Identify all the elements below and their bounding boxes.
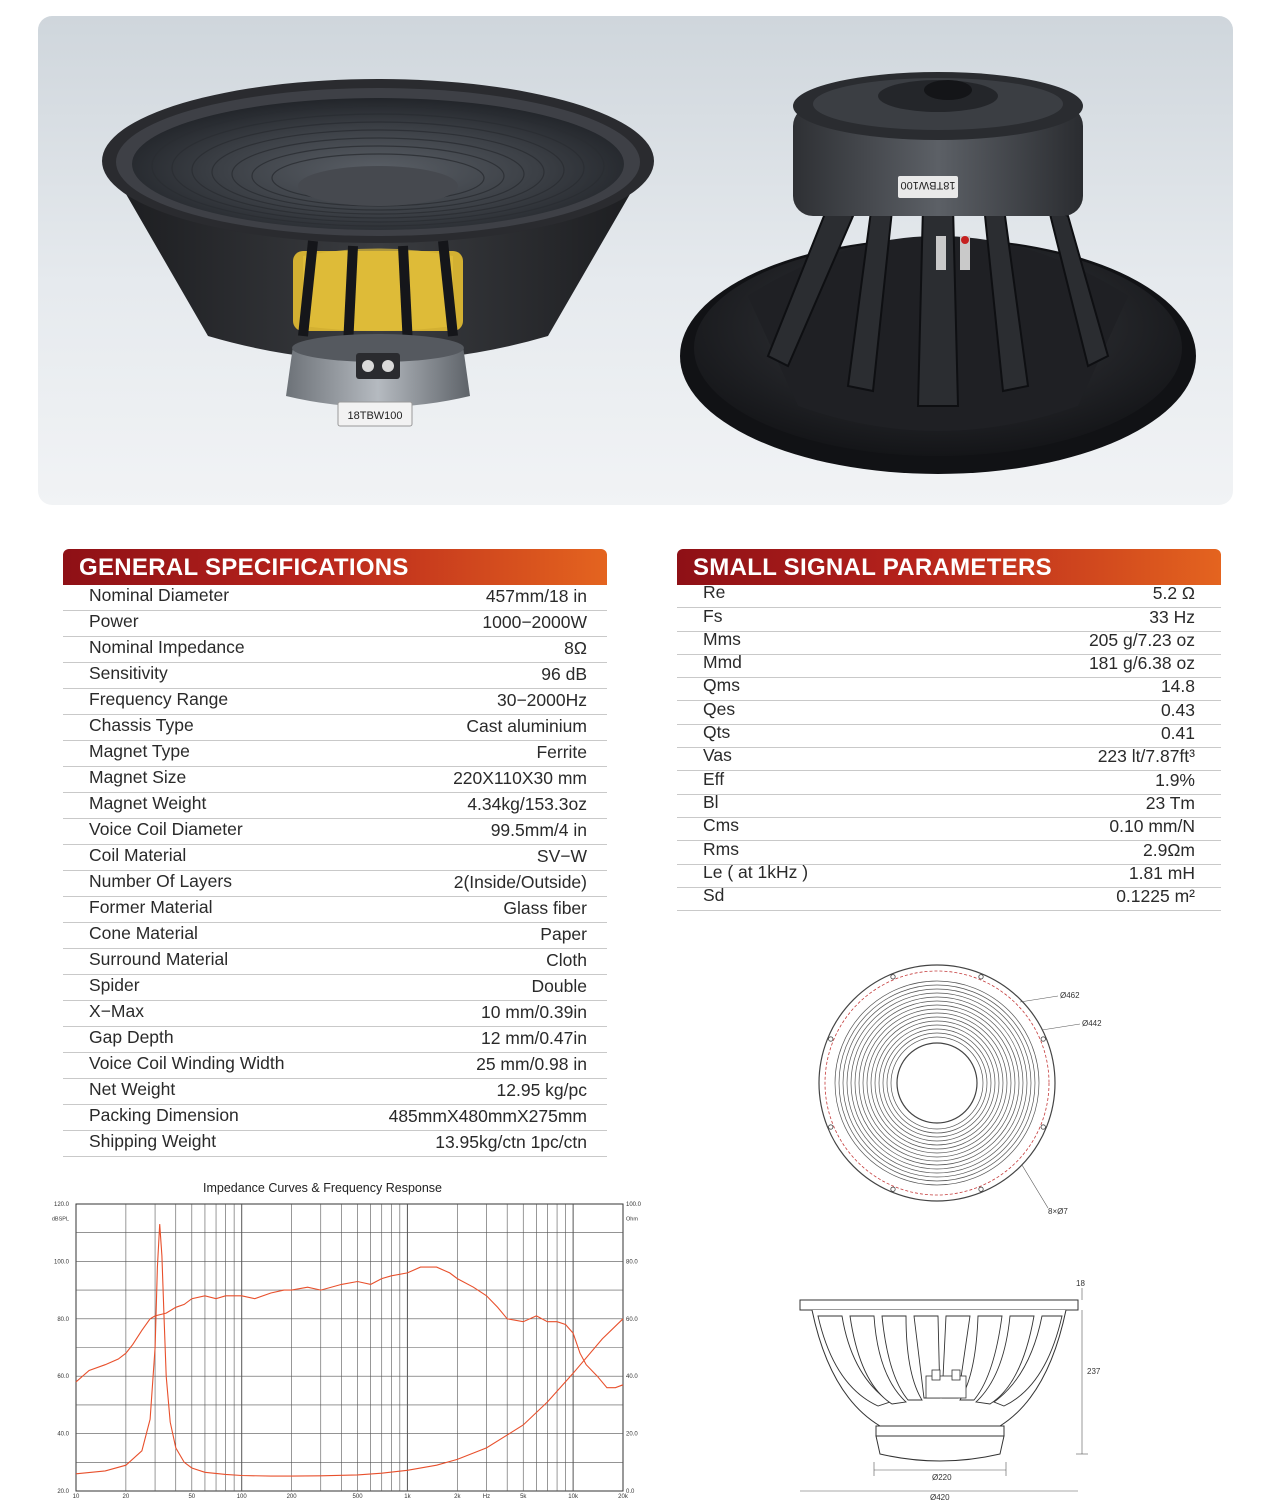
spec-label: Mms [703, 628, 741, 649]
spec-value: 12.95 kg/pc [496, 1080, 587, 1100]
dimension-magnet-diameter: Ø220 [932, 1473, 952, 1482]
spec-row [63, 663, 607, 689]
spec-row [63, 689, 607, 715]
spec-label: Voice Coil Diameter [89, 819, 243, 839]
spec-value: 96 dB [541, 664, 587, 684]
spec-row [63, 871, 607, 897]
spec-label: Power [89, 611, 139, 631]
spec-value: Glass fiber [503, 898, 587, 918]
y-left-tick-label: 20.0 [57, 1489, 69, 1495]
spec-label: Qms [703, 675, 740, 696]
mounting-hole [1041, 1037, 1045, 1041]
spec-value: 205 g/7.23 oz [1088, 629, 1195, 650]
spec-value: 223 lt/7.87ft³ [1097, 746, 1195, 767]
spec-value: 1.81 mH [1128, 862, 1195, 883]
dimension-outer-diameter: Ø462 [1060, 991, 1080, 1000]
spec-value: 0.10 mm/N [1109, 816, 1195, 837]
x-tick-label: 500 [352, 1494, 363, 1500]
y-left-tick-label: 40.0 [57, 1431, 69, 1438]
spec-value: 2.9Ωm [1143, 839, 1195, 860]
mounting-hole [979, 1187, 983, 1191]
product-photo-panel [38, 16, 1233, 505]
spec-label: X−Max [89, 1001, 144, 1021]
spec-label: Bl [703, 791, 719, 812]
spec-row [63, 819, 607, 845]
spec-row [63, 1079, 607, 1105]
spec-value: 0.1225 m² [1116, 886, 1195, 907]
chart-title: Impedance Curves & Frequency Response [203, 1181, 443, 1195]
spec-row [677, 815, 1221, 841]
general-specifications-header [63, 549, 607, 585]
technical-drawing-front [790, 960, 1130, 1220]
spec-row [63, 715, 607, 741]
spec-label: Shipping Weight [89, 1131, 217, 1151]
spec-value: 485mmX480mmX275mm [388, 1106, 587, 1126]
mounting-hole [979, 975, 983, 979]
small-signal-parameters-header [677, 549, 1221, 585]
general-specifications-title: GENERAL SPECIFICATIONS [79, 554, 409, 581]
spec-value: 220X110X30 mm [453, 768, 587, 788]
mounting-hole [1041, 1125, 1045, 1129]
y-left-unit: dBSPL [51, 1216, 69, 1223]
spec-row [63, 923, 607, 949]
spec-row [63, 949, 607, 975]
y-right-tick-label: 0.0 [626, 1489, 635, 1495]
impedance-frequency-chart [40, 1196, 650, 1500]
spec-label: Packing Dimension [89, 1105, 239, 1125]
spec-label: Former Material [89, 897, 213, 917]
mounting-hole [829, 1037, 833, 1041]
spec-row [63, 1105, 607, 1131]
spec-row [63, 1131, 607, 1157]
spec-label: Rms [703, 838, 739, 859]
spec-label: Re [703, 582, 726, 603]
spec-label: Coil Material [89, 845, 187, 865]
spec-row [63, 793, 607, 819]
spec-row [63, 741, 607, 767]
small-signal-parameters-title: SMALL SIGNAL PARAMETERS [693, 554, 1052, 581]
spec-label: Cms [703, 815, 739, 836]
spec-label: Frequency Range [89, 689, 229, 709]
spec-row [677, 652, 1221, 678]
dimension-inner-diameter: Ø442 [1082, 1019, 1102, 1028]
spec-row [677, 582, 1221, 608]
spec-value: 10 mm/0.39in [480, 1002, 587, 1022]
spec-value: 30−2000Hz [496, 690, 587, 710]
spec-value: 33 Hz [1149, 606, 1195, 627]
spec-label: Net Weight [89, 1079, 176, 1099]
spec-label: Voice Coil Winding Width [89, 1053, 285, 1073]
spec-value: 8Ω [564, 638, 587, 658]
spec-value: 1.9% [1155, 769, 1195, 790]
spec-label: Sensitivity [89, 663, 168, 683]
spec-value: 0.43 [1160, 699, 1195, 720]
x-tick-label: 5k [520, 1494, 527, 1500]
spec-label: Magnet Weight [89, 793, 207, 813]
spec-row [677, 885, 1221, 911]
spec-value: 25 mm/0.98 in [476, 1054, 587, 1074]
y-right-unit: Ohm [626, 1216, 638, 1223]
product-label-right: 18TBW100 [900, 179, 956, 191]
technical-drawing-side [790, 1276, 1130, 1500]
y-left-tick-label: 80.0 [57, 1316, 69, 1323]
spec-row [677, 675, 1221, 701]
dimension-base-diameter: Ø420 [930, 1493, 950, 1500]
spec-value: Cast aluminium [466, 716, 587, 736]
spec-row [63, 1053, 607, 1079]
y-right-tick-label: 60.0 [626, 1316, 638, 1323]
spec-label: Mmd [703, 652, 742, 673]
spec-row [63, 611, 607, 637]
spec-label: Sd [703, 885, 725, 906]
spec-label: Chassis Type [89, 715, 194, 735]
spec-value: 0.41 [1160, 723, 1195, 744]
spec-value: Cloth [546, 950, 587, 970]
spec-value: 23 Tm [1145, 792, 1195, 813]
dimension-flange: 18 [1076, 1279, 1085, 1288]
spec-label: Eff [703, 768, 725, 789]
spec-row [677, 628, 1221, 655]
x-tick-label: 20 [122, 1494, 130, 1500]
y-right-tick-label: 100.0 [626, 1202, 642, 1208]
speaker-rear-photo [678, 56, 1198, 486]
spec-value: 5.2 Ω [1152, 583, 1195, 604]
x-tick-label: 50 [188, 1494, 196, 1500]
mounting-hole [891, 975, 895, 979]
speaker-front-photo [98, 66, 658, 436]
general-specifications-table [63, 585, 607, 1157]
spec-label: Cone Material [89, 923, 198, 943]
spec-value: 2(Inside/Outside) [453, 872, 587, 892]
spec-label: Qes [703, 698, 736, 719]
x-tick-label: 1k [404, 1494, 411, 1500]
spec-label: Fs [703, 605, 723, 626]
spec-label: Number Of Layers [89, 871, 232, 891]
spec-row [63, 1027, 607, 1053]
spec-row [63, 767, 607, 793]
spec-row [63, 585, 607, 611]
spec-label: Gap Depth [89, 1027, 174, 1047]
spec-row [63, 1001, 607, 1027]
spec-value: 13.95kg/ctn 1pc/ctn [435, 1132, 587, 1152]
spec-row [677, 791, 1221, 818]
y-left-tick-label: 100.0 [53, 1259, 69, 1266]
x-tick-label: Hz [482, 1494, 491, 1500]
spec-row [677, 605, 1221, 631]
spec-value: Paper [540, 924, 587, 944]
spec-label: Vas [703, 745, 732, 766]
x-tick-label: 200 [286, 1494, 297, 1500]
spec-value: 99.5mm/4 in [490, 820, 587, 840]
spec-label: Magnet Type [89, 741, 190, 761]
spec-label: Le ( at 1kHz ) [703, 861, 809, 882]
spec-label: Qts [703, 722, 731, 743]
spec-row [63, 897, 607, 923]
spec-value: 181 g/6.38 oz [1088, 653, 1195, 674]
spec-label: Nominal Diameter [89, 585, 230, 605]
spec-row [63, 845, 607, 871]
product-label-left: 18TBW100 [347, 410, 403, 422]
spec-label: Spider [89, 975, 140, 995]
spec-value: 12 mm/0.47in [480, 1028, 587, 1048]
dimension-mounting-holes: 8×Ø7 [1048, 1207, 1068, 1216]
spec-row [677, 861, 1221, 888]
spec-value: 4.34kg/153.3oz [467, 794, 587, 814]
x-tick-label: 100 [236, 1494, 247, 1500]
x-tick-label: 10k [568, 1494, 578, 1500]
y-right-tick-label: 40.0 [626, 1374, 638, 1381]
mounting-hole [829, 1125, 833, 1129]
spec-row [63, 637, 607, 663]
dimension-height: 237 [1087, 1367, 1101, 1376]
x-tick-label: 20k [618, 1494, 628, 1500]
spec-value: Ferrite [536, 742, 587, 762]
spec-label: Magnet Size [89, 767, 187, 787]
spec-row [677, 745, 1221, 771]
spec-value: SV−W [536, 846, 587, 866]
y-left-tick-label: 120.0 [53, 1202, 69, 1208]
y-right-tick-label: 20.0 [626, 1431, 638, 1438]
spec-label: Nominal Impedance [89, 637, 245, 657]
spec-row [677, 698, 1221, 724]
y-left-tick-label: 60.0 [57, 1374, 69, 1381]
spec-row [677, 722, 1221, 748]
spec-value: 457mm/18 in [485, 586, 587, 606]
spec-value: 14.8 [1160, 676, 1195, 697]
x-tick-label: 10 [72, 1494, 80, 1500]
mounting-hole [891, 1187, 895, 1191]
y-right-tick-label: 80.0 [626, 1259, 638, 1266]
x-tick-label: 2k [454, 1494, 461, 1500]
spec-row [677, 768, 1221, 794]
spec-row [63, 975, 607, 1001]
spec-value: Double [531, 976, 587, 996]
spec-label: Surround Material [89, 949, 229, 969]
small-signal-parameters-table [677, 582, 1221, 911]
spec-value: 1000−2000W [482, 612, 587, 632]
